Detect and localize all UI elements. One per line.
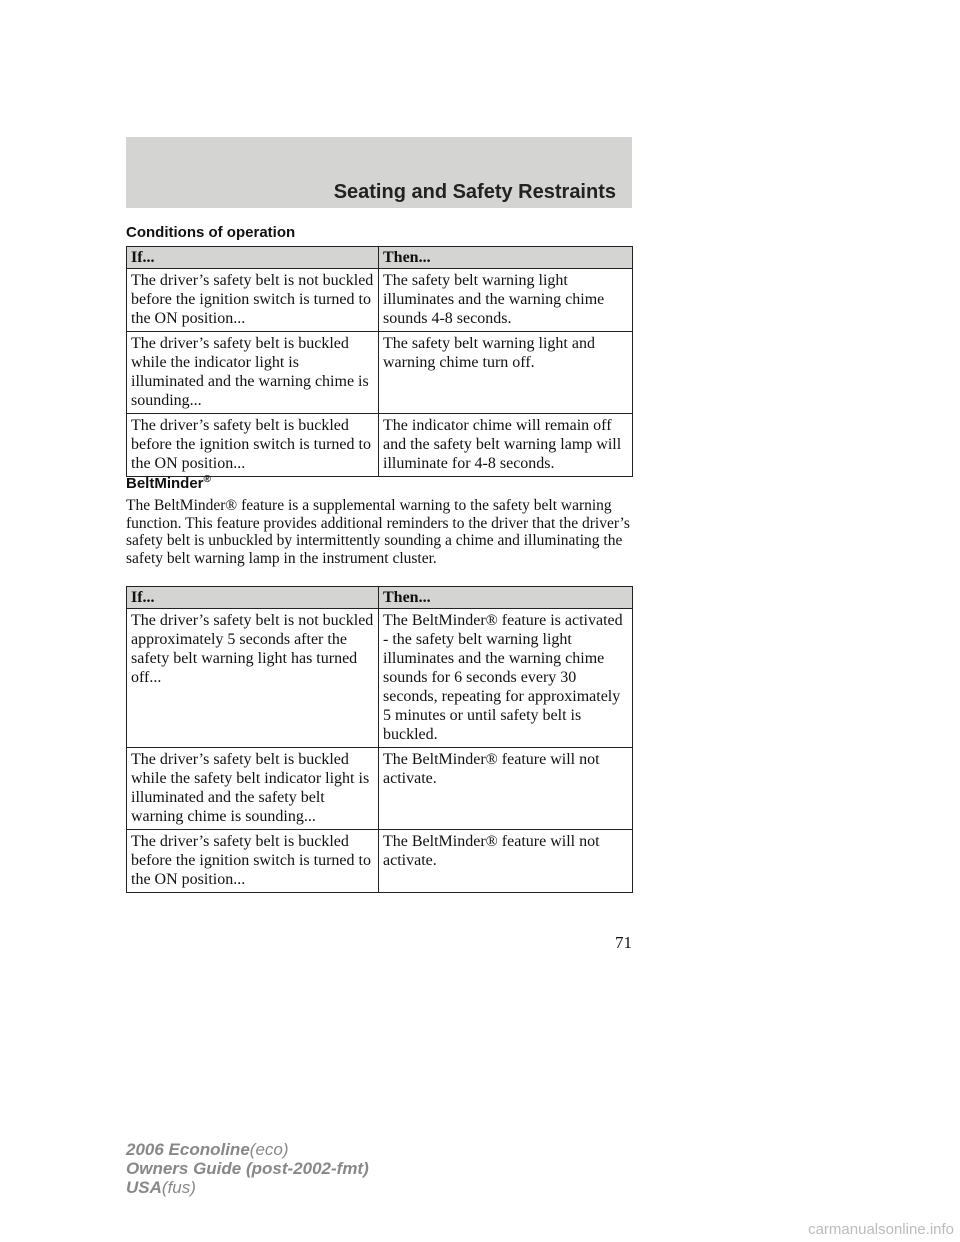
table-row [127,830,633,893]
table-row [127,748,633,830]
footer-region-code: (fus) [161,1178,196,1197]
table-header-row [127,247,633,269]
beltminder-heading [126,474,211,492]
column-header-if: If... [127,587,379,609]
then-cell: The safety belt warning light illuminates and the warning chime sounds 4-8 seconds. [379,269,633,332]
if-cell: The driver’s safety belt is not buckled before the ignition switch is turned to the ON position... [127,269,379,332]
if-cell: The driver’s safety belt is buckled before the ignition switch is turned to the ON position... [127,830,379,893]
then-cell: The BeltMinder® feature will not activate. [379,830,633,893]
footer-model: 2006 Econoline [126,1140,250,1159]
section-header-band [126,137,632,208]
then-cell: The safety belt warning light and warning chime turn off. [379,332,633,414]
table-row [127,269,633,332]
footer-region: USA [126,1178,162,1197]
section-title: Seating and Safety Restraints [333,181,616,203]
beltminder-heading-text: BeltMinder [126,475,204,492]
table-row [127,414,633,477]
then-cell: The BeltMinder® feature will not activate. [379,748,633,830]
table-row [127,609,633,748]
footer-model-code: (eco) [249,1140,289,1159]
conditions-heading: Conditions of operation [126,224,296,241]
table-header-row [127,587,633,609]
watermark-text: carmanualsonline.info [808,1221,954,1238]
registered-mark: ® [203,474,211,485]
if-cell: The driver’s safety belt is not buckled approximately 5 seconds after the safety belt warning light has turned off... [127,609,379,748]
beltminder-table [126,586,633,893]
then-cell: The BeltMinder® feature is activated - the safety belt warning light illuminates and the warning chime sounds for 6 seconds every 30 seconds, repeating for approximately 5 minutes or until safety belt is buckled. [379,609,633,748]
footer-guide: Owners Guide (post-2002-fmt) [126,1159,369,1178]
then-cell: The indicator chime will remain off and the safety belt warning lamp will illuminate for 4-8 seconds. [379,414,633,477]
table-row [127,332,633,414]
if-cell: The driver’s safety belt is buckled while the safety belt indicator light is illuminated and the safety belt warning chime is sounding... [127,748,379,830]
if-cell: The driver’s safety belt is buckled while the indicator light is illuminated and the warning chime is sounding... [127,332,379,414]
conditions-table [126,246,633,477]
document-footer [126,1140,369,1197]
beltminder-paragraph: The BeltMinder® feature is a supplemental warning to the safety belt warning function. This feature provides additional reminders to the driver that the driver’s safety belt is unbuckled by intermittently sounding a chime and illuminating the safety belt warning lamp in the instrument cluster. [126,497,630,567]
if-cell: The driver’s safety belt is buckled before the ignition switch is turned to the ON position... [127,414,379,477]
page-number: 71 [615,933,632,952]
column-header-then: Then... [379,587,633,609]
column-header-if: If... [127,247,379,269]
column-header-then: Then... [379,247,633,269]
